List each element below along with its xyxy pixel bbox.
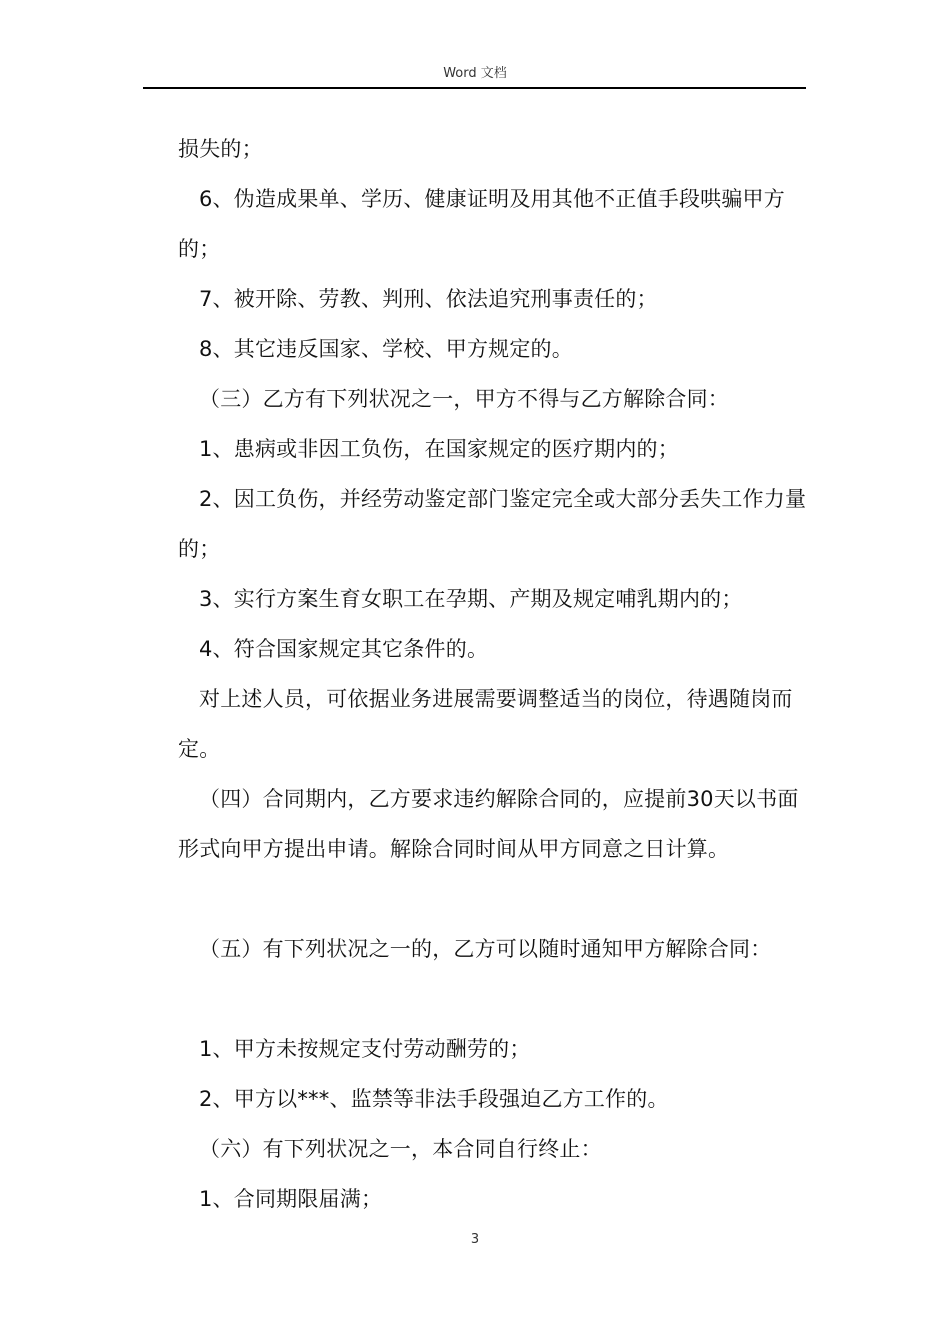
list-item-4: 4、符合国家规定其它条件的。	[199, 637, 489, 661]
page-number: 3	[470, 1232, 480, 1247]
header-divider	[143, 87, 806, 89]
paragraph-note: 对上述人员，可依据业务进展需要调整适当的岗位，待遇随岗而定。	[178, 687, 793, 761]
section-heading-5: （五）有下列状况之一的，乙方可以随时通知甲方解除合同：	[199, 937, 772, 961]
section-heading-3: （三）乙方有下列状况之一，甲方不得与乙方解除合同：	[199, 387, 729, 411]
list-item-2: 2、甲方以***、监禁等非法手段强迫乙方工作的。	[199, 1087, 669, 1111]
blank-line	[178, 874, 808, 924]
paragraph-continuation: 损失的；	[178, 137, 263, 161]
section-heading-6: （六）有下列状况之一，本合同自行终止：	[199, 1137, 602, 1161]
list-item-6: 6、伪造成果单、学历、健康证明及用其他不正值手段哄骗甲方的；	[178, 187, 785, 261]
blank-line	[178, 974, 808, 1024]
document-body	[178, 124, 808, 1224]
section-heading-4: （四）合同期内，乙方要求违约解除合同的，应提前30天以书面形式向甲方提出申请。解除合同时间从甲方同意之日计算。	[178, 787, 799, 861]
list-item-7: 7、被开除、劳教、判刑、依法追究刑事责任的；	[199, 287, 658, 311]
list-item-8: 8、其它违反国家、学校、甲方规定的。	[199, 337, 573, 361]
list-item-1: 1、患病或非因工负伤，在国家规定的医疗期内的；	[199, 437, 679, 461]
list-item-3: 3、实行方案生育女职工在孕期、产期及规定哺乳期内的；	[199, 587, 743, 611]
list-item-2: 2、因工负伤，并经劳动鉴定部门鉴定完全或大部分丢失工作力量的；	[178, 487, 807, 561]
page-header-title: Word 文档	[443, 66, 507, 81]
list-item-1: 1、合同期限届满；	[199, 1187, 383, 1211]
list-item-1: 1、甲方未按规定支付劳动酬劳的；	[199, 1037, 531, 1061]
